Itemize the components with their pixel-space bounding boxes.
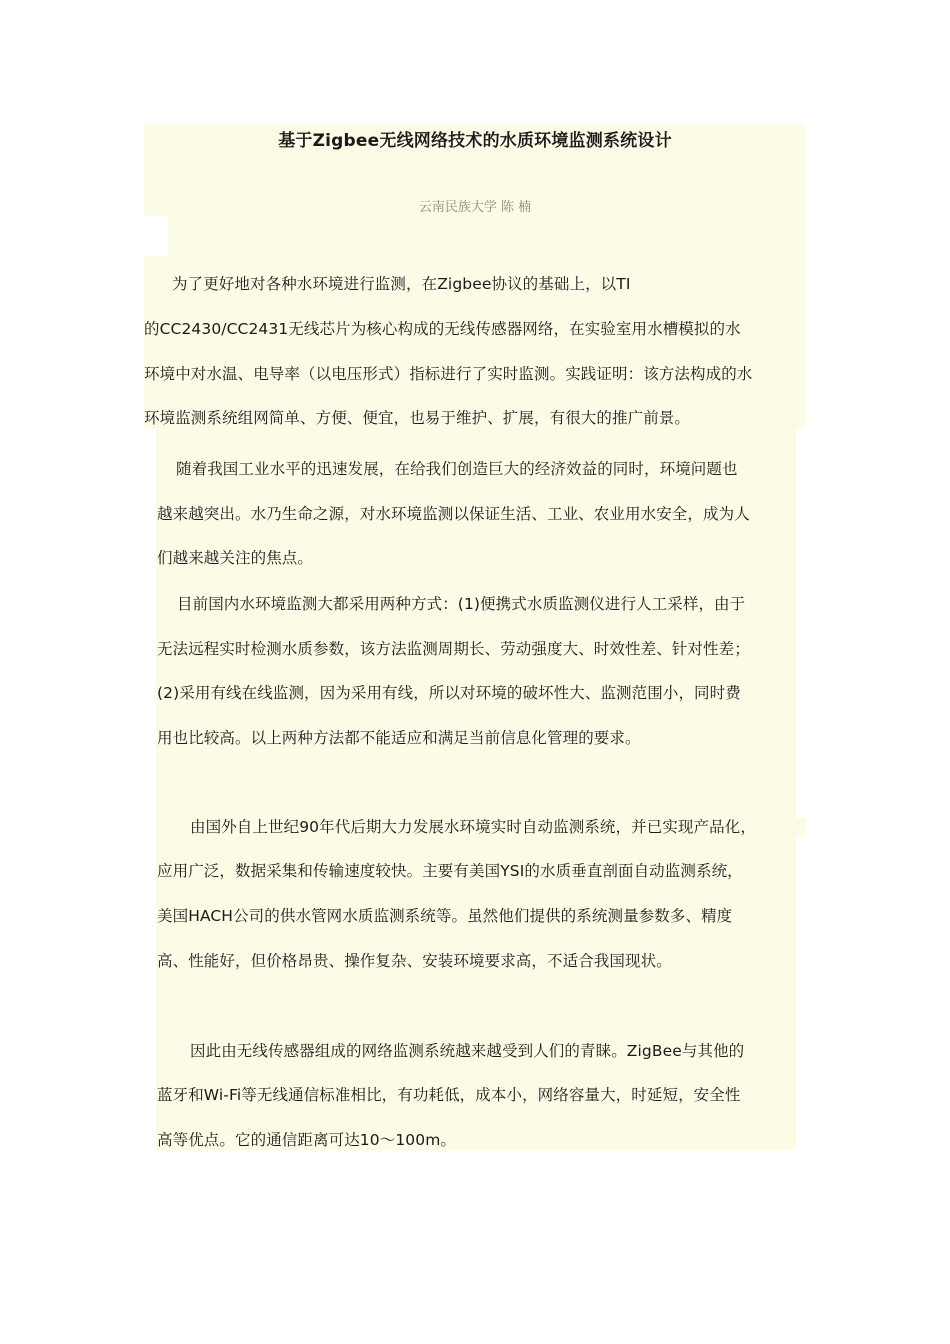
abstract-line: 环境监测系统组网简单、方便、便宜，也易于维护、扩展，有很大的推广前景。 [144,409,691,427]
paragraph-line: 们越来越关注的焦点。 [157,549,314,567]
paragraph-line: 蓝牙和Wi-Fi等无线通信标准相比，有功耗低，成本小，网络容量大，时延短，安全性 [157,1086,741,1104]
paragraph-line: 无法远程实时检测水质参数，该方法监测周期长、劳动强度大、时效性差、针对性差； [157,640,750,658]
paragraph-line: 高、性能好，但价格昂贵、操作复杂、安装环境要求高，不适合我国现状。 [157,952,672,970]
abstract-line: 环境中对水温、电导率（以电压形式）指标进行了实时监测。实践证明：该方法构成的水 [144,365,753,383]
article-title: 基于Zigbee无线网络技术的水质环境监测系统设计 [278,131,672,151]
paragraph-line: 由国外自上世纪90年代后期大力发展水环境实时自动监测系统，并已实现产品化， [190,818,756,836]
paragraph-line: (2)采用有线在线监测，因为采用有线，所以对环境的破坏性大、监测范围小，同时费 [157,684,741,702]
paragraph-line: 目前国内水环境监测大都采用两种方式：(1)便携式水质监测仪进行人工采样，由于 [177,595,746,613]
article-author: 云南民族大学 陈 楠 [418,200,532,215]
paragraph-line: 随着我国工业水平的迅速发展，在给我们创造巨大的经济效益的同时，环境问题也 [176,460,738,478]
paragraph-line: 应用广泛，数据采集和传输速度较快。主要有美国YSI的水质垂直剖面自动监测系统， [157,862,743,880]
paragraph-line: 因此由无线传感器组成的网络监测系统越来越受到人们的青睐。ZigBee与其他的 [190,1042,745,1060]
paragraph-line: 美国HACH公司的供水管网水质监测系统等。虽然他们提供的系统测量参数多、精度 [157,907,733,925]
paragraph-line: 用也比较高。以上两种方法都不能适应和满足当前信息化管理的要求。 [157,729,641,747]
highlight-block-body-ext [796,818,806,836]
abstract-line: 为了更好地对各种水环境进行监测，在Zigbee协议的基础上，以TI [172,275,631,293]
highlight-block-notch [168,216,806,256]
paragraph-line: 高等优点。它的通信距离可达10～100m。 [157,1131,457,1149]
paragraph-line: 越来越突出。水乃生命之源，对水环境监测以保证生活、工业、农业用水安全，成为人 [157,505,750,523]
abstract-line: 的CC2430/CC2431无线芯片为核心构成的无线传感器网络，在实验室用水槽模拟的水 [144,320,741,338]
